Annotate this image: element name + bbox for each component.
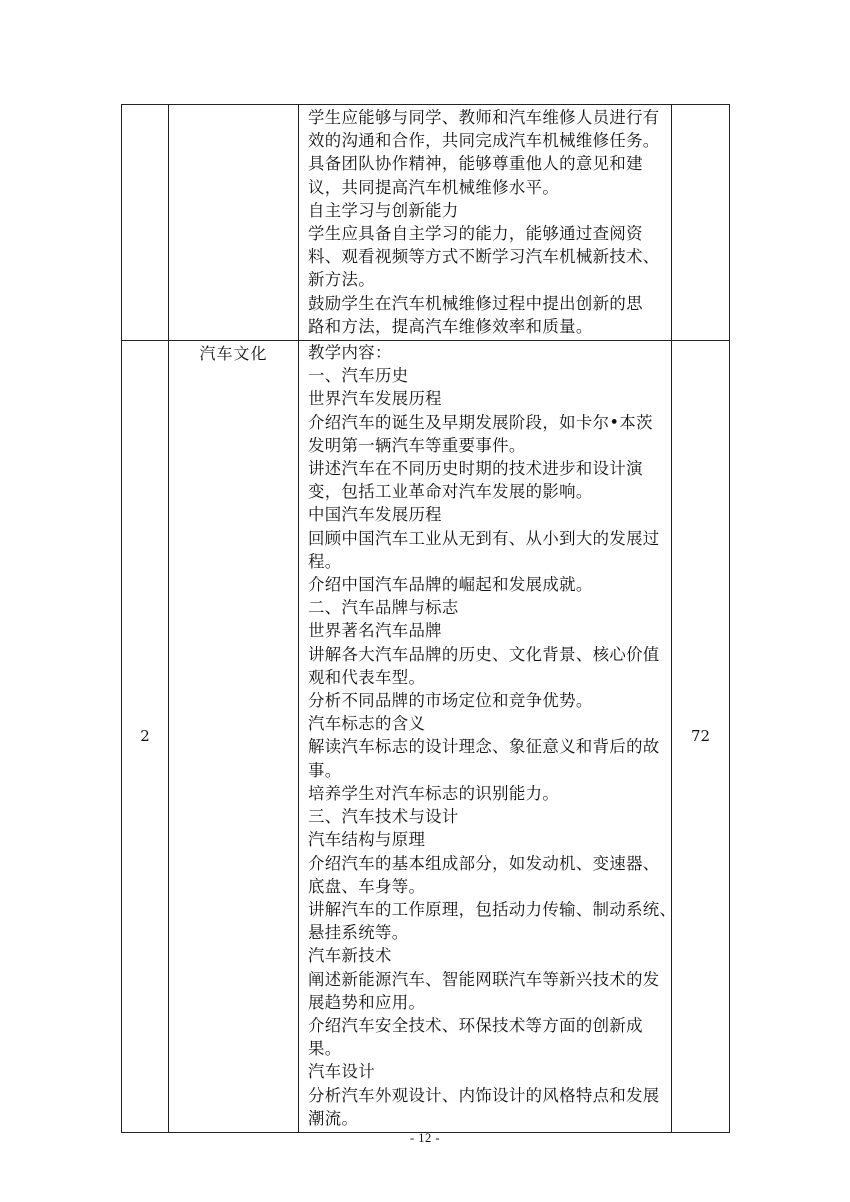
content-line: 学生应能够与同学、教师和汽车维修人员进行有 — [308, 108, 660, 127]
hours-cell: 72 — [672, 341, 730, 1133]
content-line: 一、汽车历史 — [308, 366, 409, 386]
content-line: 讲解各大汽车品牌的历史、文化背景、核心价值 — [308, 644, 660, 664]
module-name-cell — [169, 105, 299, 341]
content-line: 中国汽车发展历程 — [308, 505, 442, 525]
row-number-cell: 2 — [122, 341, 169, 1133]
content-line: 二、汽车品牌与标志 — [308, 598, 459, 618]
content-line: 果。 — [308, 1039, 342, 1059]
module-name-cell: 汽车文化 — [169, 341, 299, 1133]
content-line: 变，包括工业革命对汽车发展的影响。 — [308, 482, 593, 502]
content-line: 鼓励学生在汽车机械维修过程中提出创新的思 — [308, 293, 643, 313]
table-row — [122, 341, 730, 1133]
content-line: 世界汽车发展历程 — [308, 389, 442, 409]
content-line: 介绍汽车的基本组成部分，如发动机、变速器、 — [308, 853, 660, 873]
curriculum-table — [121, 104, 730, 1133]
content-line: 教学内容： — [308, 343, 392, 363]
content-line: 汽车新技术 — [308, 946, 392, 966]
content-line: 新方法。 — [308, 270, 375, 290]
teaching-content-cell — [299, 341, 677, 1133]
content-line: 解读汽车标志的设计理念、象征意义和背后的故 — [308, 737, 660, 757]
content-line: 议，共同提高汽车机械维修水平。 — [308, 177, 560, 197]
content-line: 介绍中国汽车品牌的崛起和发展成就。 — [308, 575, 593, 595]
content-line: 程。 — [308, 551, 342, 571]
content-line: 讲解汽车的工作原理，包括动力传输、制动系统、 — [308, 899, 677, 919]
page-number: - 12 - — [409, 1131, 441, 1145]
content-line: 具备团队协作精神，能够尊重他人的意见和建 — [308, 154, 643, 174]
content-line: 回顾中国汽车工业从无到有、从小到大的发展过 — [308, 528, 660, 548]
content-line: 培养学生对汽车标志的识别能力。 — [308, 783, 560, 803]
content-line: 自主学习与创新能力 — [308, 200, 459, 220]
content-line: 路和方法，提高汽车维修效率和质量。 — [308, 316, 593, 336]
content-line: 潮流。 — [308, 1108, 359, 1128]
row-number-cell — [122, 105, 169, 341]
hours-cell — [672, 105, 730, 341]
content-line: 事。 — [308, 760, 342, 780]
content-line: 讲述汽车在不同历史时期的技术进步和设计演 — [308, 459, 643, 479]
content-line: 学生应具备自主学习的能力，能够通过查阅资 — [308, 224, 643, 244]
content-line: 分析汽车外观设计、内饰设计的风格特点和发展 — [308, 1085, 660, 1105]
content-line: 发明第一辆汽车等重要事件。 — [308, 435, 526, 455]
content-line: 三、汽车技术与设计 — [308, 807, 459, 827]
content-line: 介绍汽车的诞生及早期发展阶段，如卡尔•本茨 — [308, 412, 653, 432]
content-line: 汽车设计 — [308, 1062, 375, 1082]
content-line: 汽车结构与原理 — [308, 830, 426, 850]
content-line: 介绍汽车安全技术、环保技术等方面的创新成 — [308, 1015, 643, 1035]
teaching-content-cell — [299, 105, 672, 341]
content-line: 效的沟通和合作，共同完成汽车机械维修任务。 — [308, 131, 660, 151]
content-line: 汽车标志的含义 — [308, 714, 426, 734]
table-row — [122, 105, 730, 341]
content-line: 展趋势和应用。 — [308, 992, 426, 1012]
content-line: 底盘、车身等。 — [308, 876, 426, 896]
content-line: 观和代表车型。 — [308, 667, 426, 687]
content-line: 阐述新能源汽车、智能网联汽车等新兴技术的发 — [308, 969, 660, 989]
content-line: 料、观看视频等方式不断学习汽车机械新技术、 — [308, 247, 660, 267]
content-line: 世界著名汽车品牌 — [308, 621, 442, 641]
content-line: 悬挂系统等。 — [308, 923, 409, 943]
content-line: 分析不同品牌的市场定位和竞争优势。 — [308, 691, 593, 711]
